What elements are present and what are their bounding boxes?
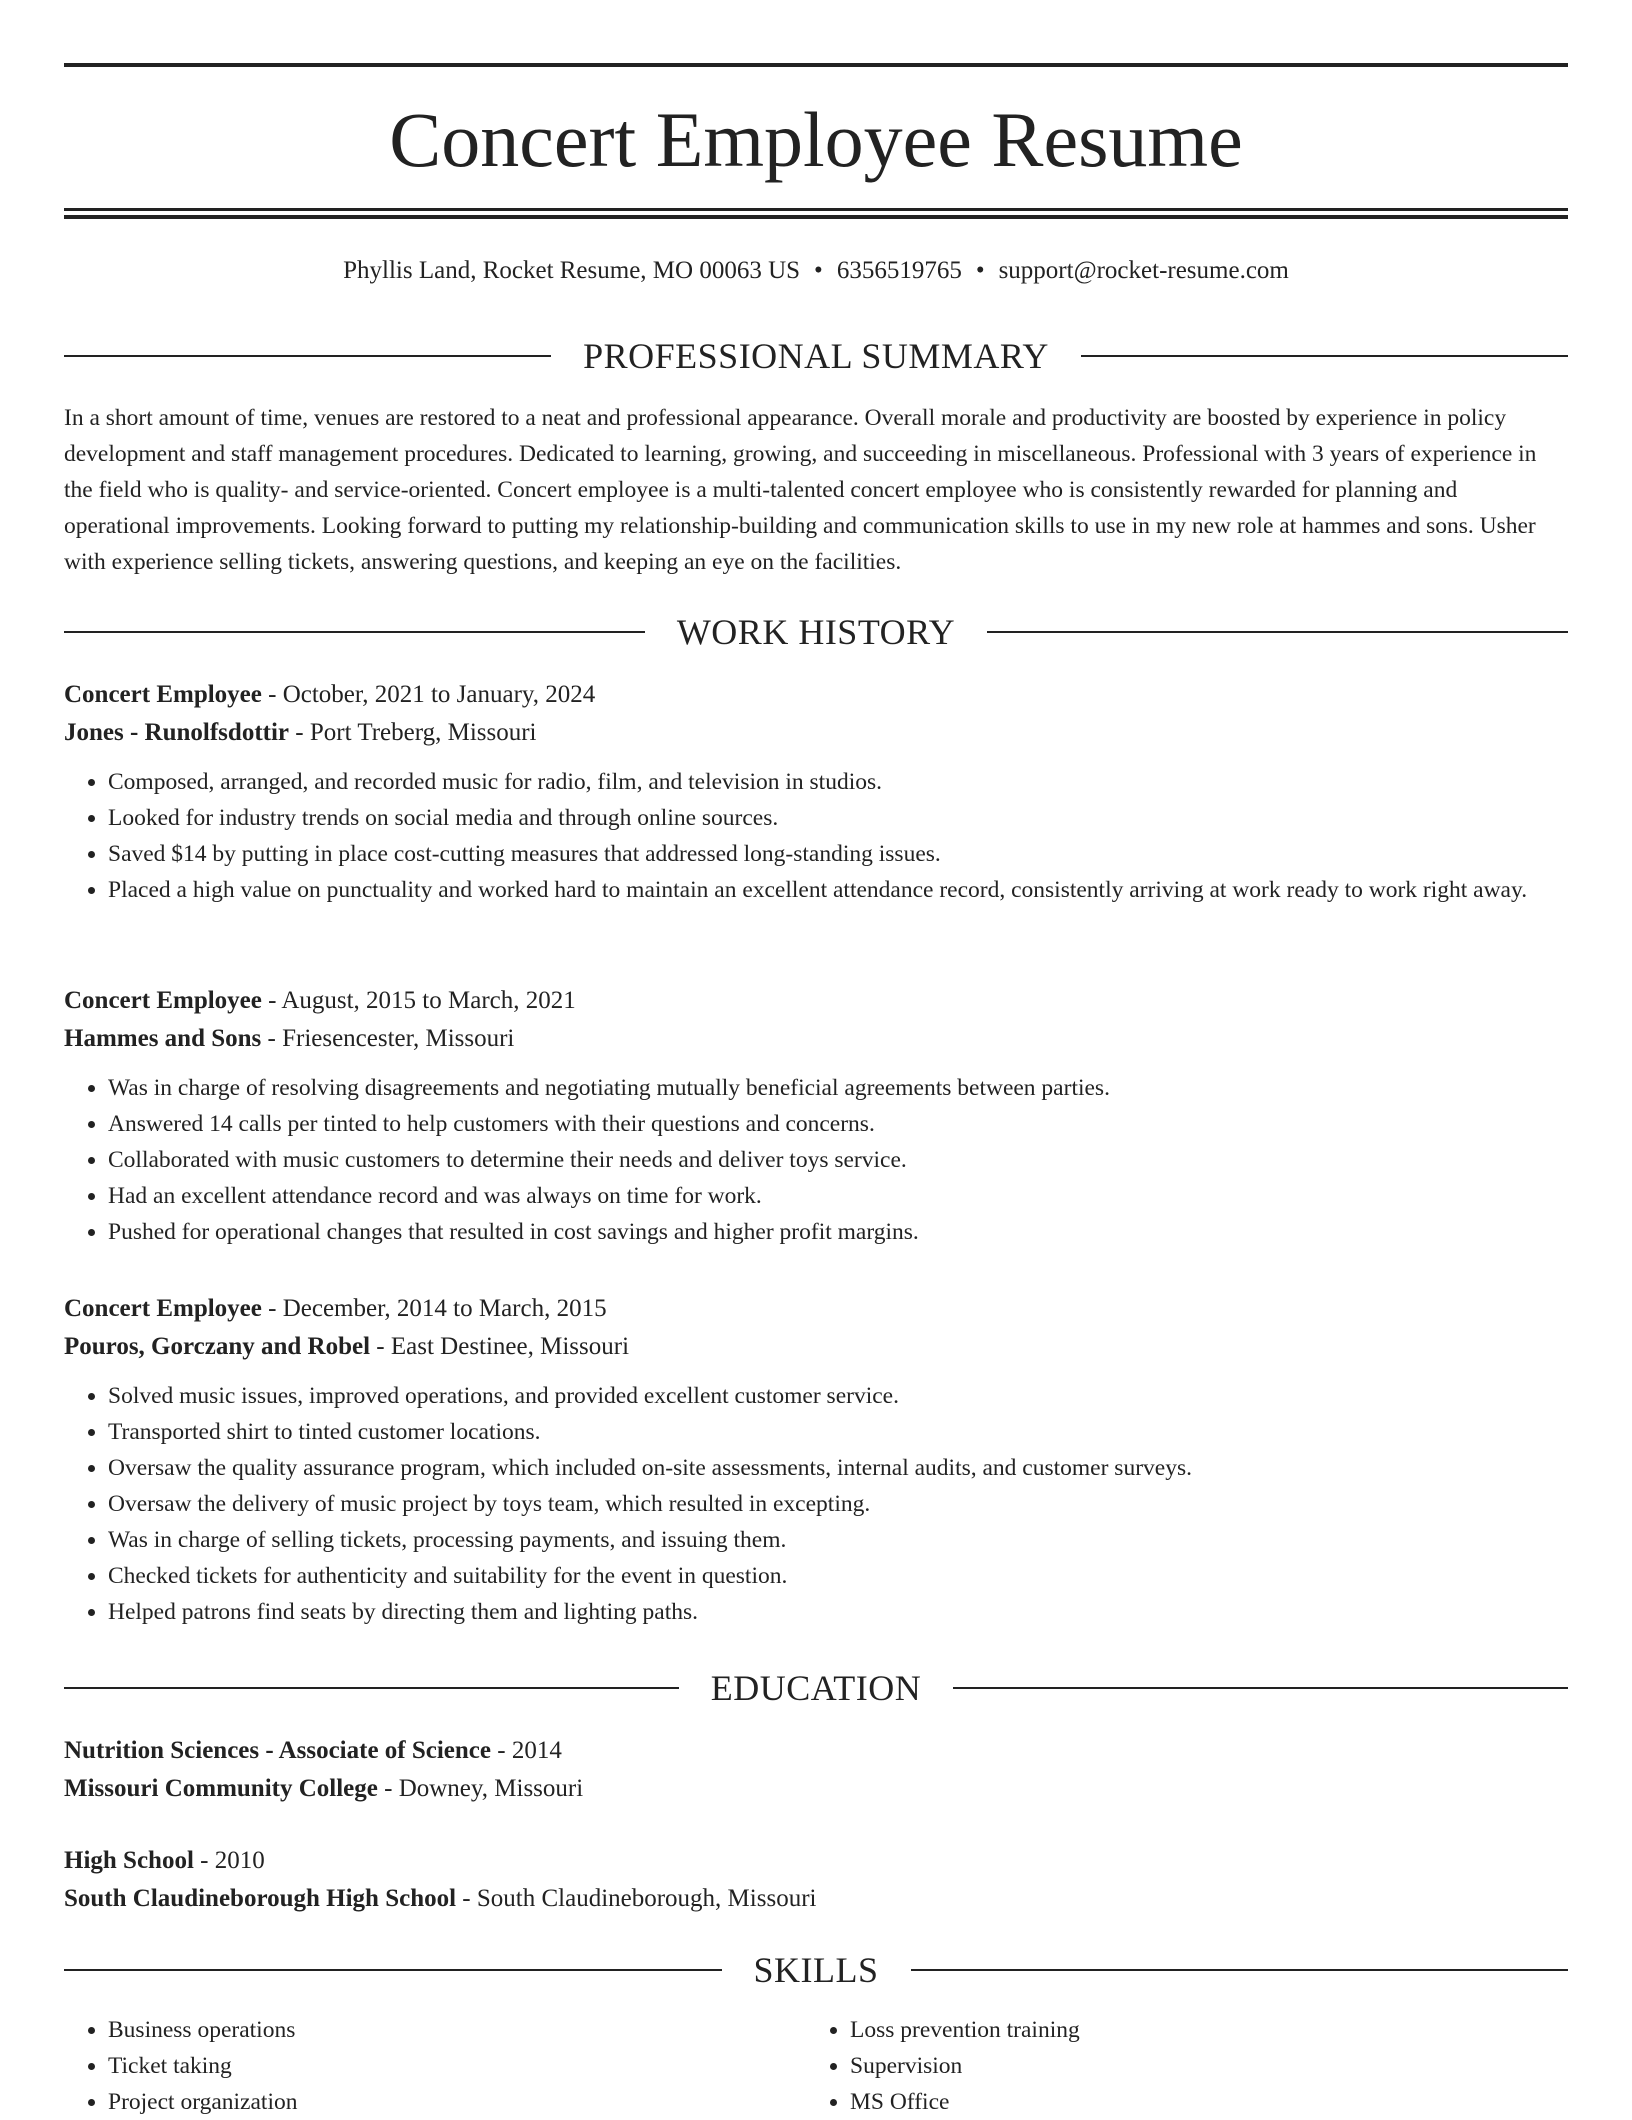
education-school-line (64, 1770, 1568, 1808)
education-entry (64, 1732, 1568, 1808)
job-entry (64, 1290, 1568, 1630)
job-bullet: • Oversaw the delivery of music project by toys team, which resulted in excepting. (108, 1486, 1568, 1522)
education-school: South Claudineborough High School (64, 1885, 457, 1912)
contact-phone: 6356519765 (836, 257, 962, 284)
title-top-rule (64, 63, 1568, 67)
section-title: EDUCATION (710, 1668, 922, 1708)
education-degree: Nutrition Sciences - Associate of Science (64, 1737, 492, 1764)
education-degree-line (64, 1732, 1568, 1770)
contact-address: Phyllis Land, Rocket Resume, MO 00063 US (343, 257, 801, 284)
title-bottom-rule-2 (64, 215, 1568, 219)
job-bullets (64, 1378, 1568, 1630)
job-bullet: • Saved $14 by putting in place cost-cutting measures that addressed long-standing issues. (108, 836, 1568, 872)
title-bottom-rule (64, 208, 1568, 211)
job-bullet: • Placed a high value on punctuality and worked hard to maintain an excellent attendance record, consistently arriving at work ready to work right away. (108, 872, 1568, 908)
job-company: Jones - Runolfsdottir (64, 719, 290, 746)
job-dates: - October, 2021 to January, 2024 (261, 681, 596, 708)
skill-item: • MS Office (850, 2084, 1548, 2120)
contact-separator: • (975, 257, 985, 284)
job-company-line (64, 1328, 1568, 1366)
job-bullet: • Solved music issues, improved operations, and provided excellent customer service. (108, 1378, 1568, 1414)
summary-text: In a short amount of time, venues are restored to a neat and professional appearance. Overall morale and productivity are boosted by experience in policy development and staff management procedures. Dedicated to learning, growing, and succeeding in miscellaneous. Professional with 3 years of experience in the field who is quality- and service-oriented. Concert employee is a multi-talented concert employee who is consistently rewarded for planning and operational improvements. Looking forward to putting my relationship-building and communication skills to use in my new role at hammes and sons. Usher with experience selling tickets, answering questions, and keeping an eye on the facilities. (64, 405, 1537, 575)
job-bullet: • Checked tickets for authenticity and suitability for the event in question. (108, 1558, 1568, 1594)
job-location: - Port Treberg, Missouri (289, 719, 537, 746)
job-bullet: • Oversaw the quality assurance program, which included on-site assessments, internal audits, and customer surveys. (108, 1450, 1568, 1486)
education-year: - 2010 (193, 1847, 265, 1874)
job-bullet: • Answered 14 calls per tinted to help customers with their questions and concerns. (108, 1106, 1568, 1142)
job-bullet: • Was in charge of selling tickets, processing payments, and issuing them. (108, 1522, 1568, 1558)
education-school-line (64, 1880, 1568, 1918)
heading-rule (953, 1687, 1568, 1689)
job-bullet: • Looked for industry trends on social media and through online sources. (108, 800, 1568, 836)
skill-item: • Project organization (108, 2084, 806, 2120)
section-heading-summary (64, 334, 1568, 378)
job-bullet: • Had an excellent attendance record and was always on time for work. (108, 1178, 1568, 1214)
skills-list (64, 2012, 1568, 2120)
job-entry (64, 982, 1568, 1250)
job-dates: - December, 2014 to March, 2015 (261, 1295, 607, 1322)
job-location: - East Destinee, Missouri (370, 1333, 630, 1360)
section-title: PROFESSIONAL SUMMARY (583, 336, 1049, 376)
job-dates: - August, 2015 to March, 2021 (261, 987, 576, 1014)
heading-rule (64, 631, 645, 633)
section-heading-skills (64, 1948, 1568, 1992)
education-entry (64, 1842, 1568, 1918)
heading-rule (64, 1687, 679, 1689)
skill-item: • Ticket taking (108, 2048, 806, 2084)
contact-email: support@rocket-resume.com (998, 257, 1289, 284)
section-title: WORK HISTORY (676, 612, 956, 652)
job-company: Hammes and Sons (64, 1025, 262, 1052)
job-company: Pouros, Gorczany and Robel (64, 1333, 371, 1360)
education-degree: High School (64, 1847, 194, 1874)
education-location: - Downey, Missouri (377, 1775, 584, 1802)
job-bullet: • Helped patrons find seats by directing them and lighting paths. (108, 1594, 1568, 1630)
heading-rule (987, 631, 1568, 633)
job-company-line (64, 714, 1568, 752)
job-title: Concert Employee (64, 987, 262, 1014)
job-bullet: • Pushed for operational changes that resulted in cost savings and higher profit margins. (108, 1214, 1568, 1250)
section-heading-education (64, 1666, 1568, 1710)
education-school: Missouri Community College (64, 1775, 378, 1802)
contact-separator: • (814, 257, 823, 284)
job-bullet: • Collaborated with music customers to determine their needs and deliver toys service. (108, 1142, 1568, 1178)
education-location: - South Claudineborough, Missouri (456, 1885, 817, 1912)
job-location: - Friesencester, Missouri (261, 1025, 515, 1052)
skill-item: • Business operations (108, 2012, 806, 2048)
job-title-line (64, 676, 1568, 714)
section-heading-work-history (64, 610, 1568, 654)
skill-item: • Supervision (850, 2048, 1548, 2084)
job-title: Concert Employee (64, 1295, 262, 1322)
job-bullet: • Transported shirt to tinted customer locations. (108, 1414, 1568, 1450)
heading-rule (64, 1969, 722, 1971)
section-title: SKILLS (753, 1950, 879, 1990)
job-title: Concert Employee (64, 681, 262, 708)
job-bullets (64, 764, 1568, 908)
job-bullet: • Was in charge of resolving disagreements and negotiating mutually beneficial agreements between parties. (108, 1070, 1568, 1106)
heading-rule (64, 355, 551, 357)
job-bullet: • Composed, arranged, and recorded music for radio, film, and television in studios. (108, 764, 1568, 800)
job-title-line (64, 982, 1568, 1020)
job-title-line (64, 1290, 1568, 1328)
job-entry (64, 676, 1568, 908)
contact-line (64, 254, 1568, 288)
skills-column-right (806, 2012, 1548, 2120)
education-degree-line (64, 1842, 1568, 1880)
skill-item: • Loss prevention training (850, 2012, 1548, 2048)
heading-rule (1081, 355, 1568, 357)
education-year: - 2014 (491, 1737, 562, 1764)
resume-title: Concert Employee Resume (389, 96, 1243, 183)
skills-column-left (64, 2012, 806, 2120)
job-company-line (64, 1020, 1568, 1058)
job-bullets (64, 1070, 1568, 1250)
heading-rule (911, 1969, 1569, 1971)
